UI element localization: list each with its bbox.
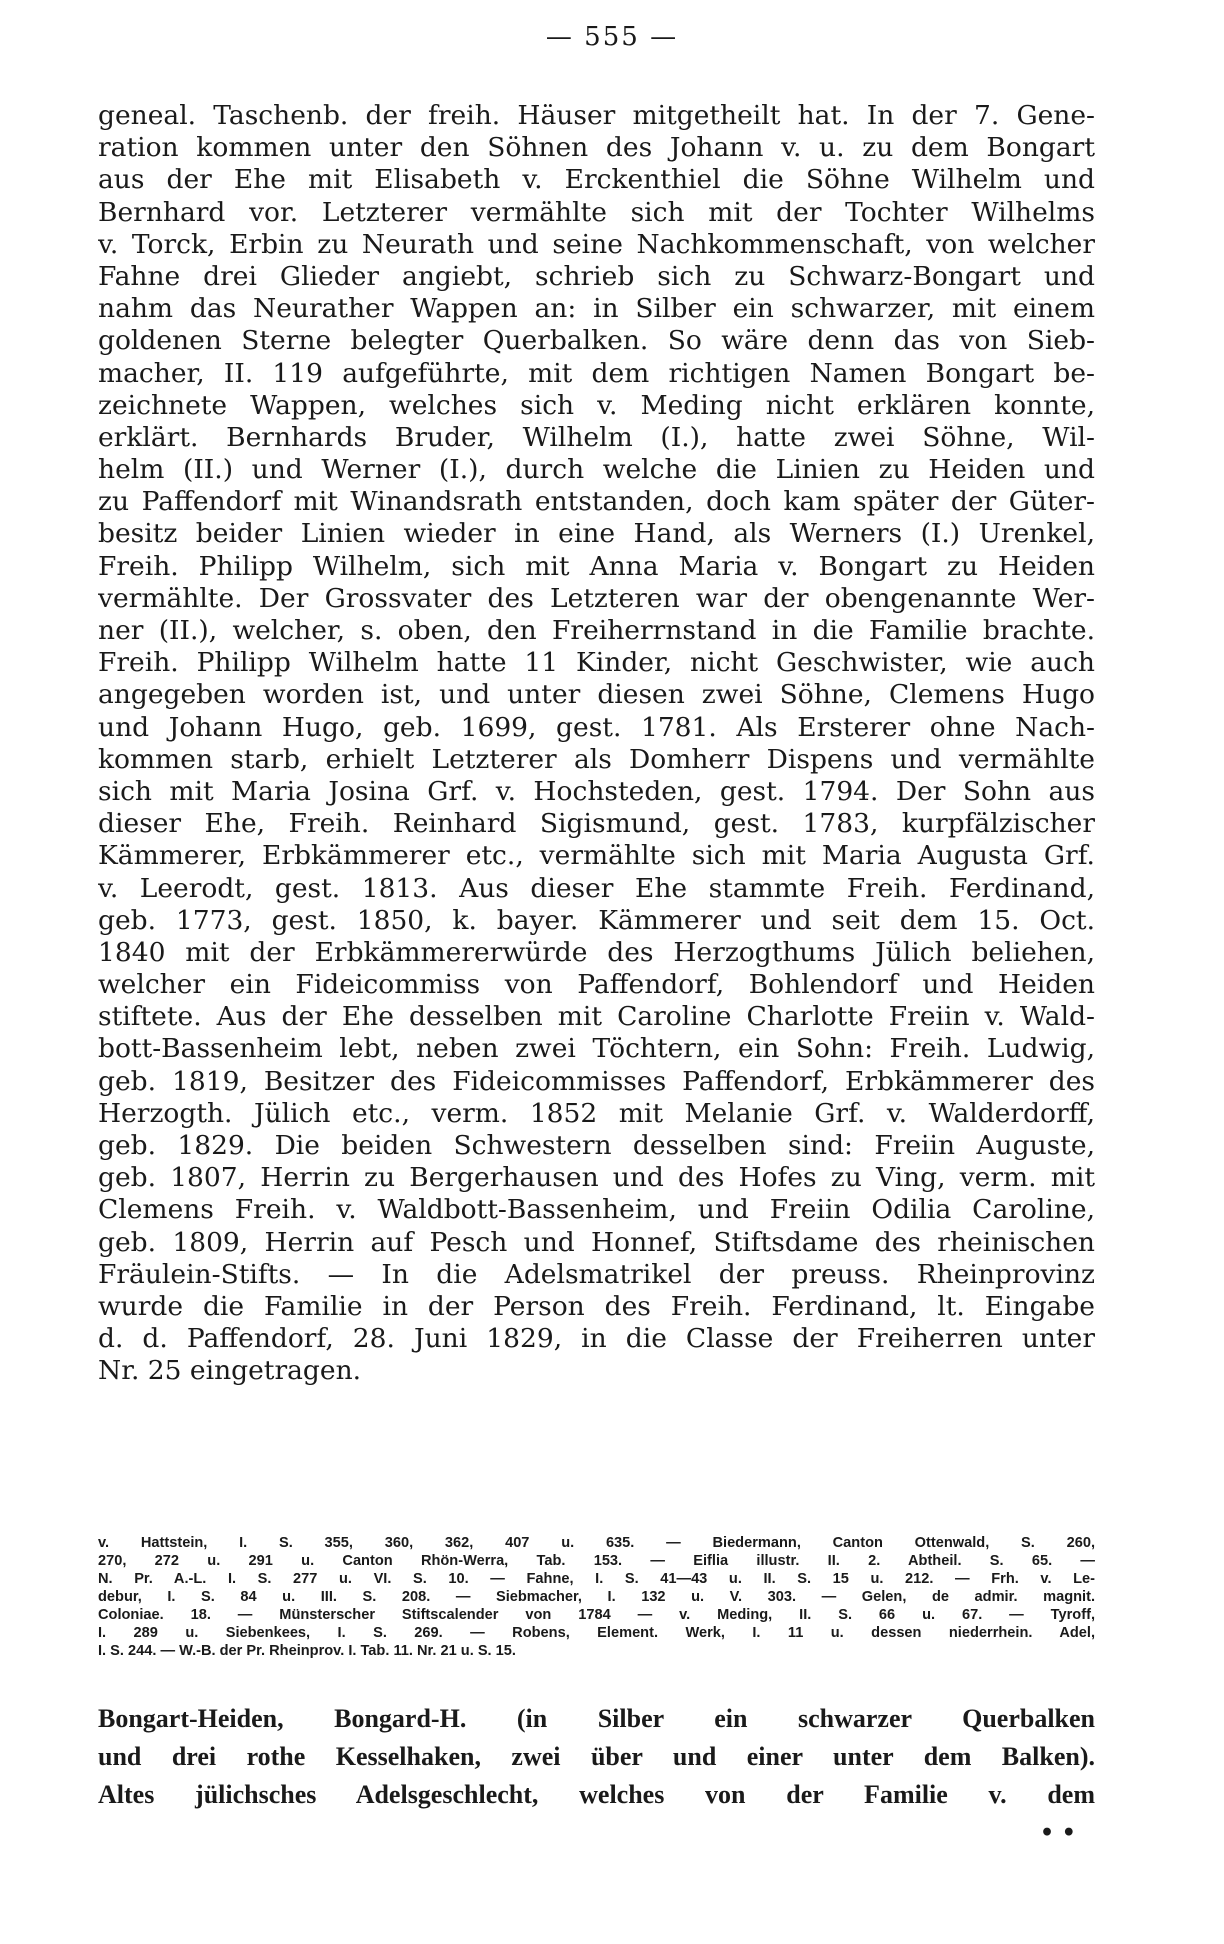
- text-line: Freih. Philipp Wilhelm hatte 11 Kinder, nicht Geschwister, wie auch: [98, 647, 1095, 679]
- text-line: Nr. 25 eingetragen.: [98, 1355, 362, 1387]
- text-line: Clemens Freih. v. Waldbott-Bassenheim, und Freiin Odilia Caroline,: [98, 1194, 1095, 1226]
- text-line: 1840 mit der Erbkämmererwürde des Herzogthums Jülich beliehen,: [98, 936, 1095, 968]
- main-text: [98, 100, 1095, 1388]
- footnote-line: I. 289 u. Siebenkees, I. S. 269. — Robens, Element. Werk, I. 11 u. dessen niederrhein. Adel,: [98, 1625, 1095, 1641]
- text-line: Fräulein-Stifts. — In die Adelsmatrikel der preuss. Rheinprovinz: [98, 1258, 1095, 1290]
- footnote-line: 270, 272 u. 291 u. Canton Rhön-Werra, Tab. 153. — Eiflia illustr. II. 2. Abtheil. S. 65. —: [98, 1553, 1095, 1569]
- footnote-line: N. Pr. A.-L. I. S. 277 u. VI. S. 10. — Fahne, I. S. 41—43 u. II. S. 15 u. 212. — Frh. v. Le-: [98, 1571, 1095, 1587]
- text-line: macher, II. 119 aufgeführte, mit dem richtigen Namen Bongart be-: [98, 357, 1095, 389]
- text-line: welcher ein Fideicommiss von Paffendorf, Bohlendorf und Heiden: [98, 969, 1095, 1001]
- text-line: angegeben worden ist, und unter diesen zwei Söhne, Clemens Hugo: [98, 679, 1095, 711]
- text-line: Herzogth. Jülich etc., verm. 1852 mit Melanie Grf. v. Walderdorff,: [98, 1097, 1095, 1129]
- text-line: vermählte. Der Grossvater des Letzteren war der obengenannte Wer-: [98, 582, 1095, 614]
- footnote-line: v. Hattstein, I. S. 355, 360, 362, 407 u. 635. — Biedermann, Canton Ottenwald, S. 260,: [98, 1535, 1095, 1551]
- text-line: erklärt. Bernhards Bruder, Wilhelm (I.), hatte zwei Söhne, Wil-: [98, 421, 1095, 453]
- entry-line: Bongart-Heiden, Bongard-H. (in Silber ein schwarzer Querbalken: [98, 1704, 1095, 1733]
- text-line: geb. 1829. Die beiden Schwestern desselben sind: Freiin Auguste,: [98, 1130, 1095, 1161]
- text-line: aus der Ehe mit Elisabeth v. Erckenthiel die Söhne Wilhelm und: [98, 164, 1095, 196]
- footnotes: [98, 1534, 1095, 1660]
- text-line: kommen starb, erhielt Letzterer als Domherr Dispens und vermählte: [98, 743, 1095, 775]
- footnote-line: Coloniae. 18. — Münsterscher Stiftscalender von 1784 — v. Meding, II. S. 66 u. 67. — Tyroff,: [98, 1607, 1095, 1623]
- text-line: ner (II.), welcher, s. oben, den Freiherrnstand in die Familie brachte.: [98, 615, 1095, 646]
- text-line: geb. 1773, gest. 1850, k. bayer. Kämmerer und seit dem 15. Oct.: [98, 904, 1095, 936]
- text-line: d. d. Paffendorf, 28. Juni 1829, in die Classe der Freiherren unter: [98, 1323, 1095, 1355]
- text-line: Freih. Philipp Wilhelm, sich mit Anna Maria v. Bongart zu Heiden: [98, 550, 1095, 582]
- text-line: helm (II.) und Werner (I.), durch welche die Linien zu Heiden und: [98, 454, 1095, 486]
- text-line: dieser Ehe, Freih. Reinhard Sigismund, gest. 1783, kurpfälzischer: [98, 808, 1095, 840]
- text-line: besitz beider Linien wieder in eine Hand, als Werners (I.) Urenkel,: [98, 518, 1095, 550]
- text-line: v. Torck, Erbin zu Neurath und seine Nachkommenschaft, von welcher: [98, 228, 1095, 260]
- text-line: Kämmerer, Erbkämmerer etc., vermählte sich mit Maria Augusta Grf.: [98, 840, 1095, 872]
- text-line: Fahne drei Glieder angiebt, schrieb sich zu Schwarz-Bongart und: [98, 260, 1095, 292]
- text-line: wurde die Familie in der Person des Freih. Ferdinand, lt. Eingabe: [98, 1290, 1095, 1322]
- text-line: zu Paffendorf mit Winandsrath entstanden, doch kam später der Güter-: [98, 486, 1095, 518]
- text-line: v. Leerodt, gest. 1813. Aus dieser Ehe stammte Freih. Ferdinand,: [98, 872, 1095, 904]
- text-line: sich mit Maria Josina Grf. v. Hochsteden, gest. 1794. Der Sohn aus: [98, 775, 1095, 807]
- page-number: — 555 —: [545, 22, 679, 52]
- text-line: ration kommen unter den Söhnen des Johann v. u. zu dem Bongart: [98, 132, 1095, 164]
- text-line: und Johann Hugo, geb. 1699, gest. 1781. Als Ersterer ohne Nach-: [98, 711, 1095, 743]
- entry-line: und drei rothe Kesselhaken, zwei über und einer unter dem Balken).: [98, 1742, 1095, 1771]
- text-line: zeichnete Wappen, welches sich v. Meding nicht erklären konnte,: [98, 389, 1095, 421]
- entry-bongart-heiden: [98, 1700, 1095, 1814]
- catchword-marks: • •: [1040, 1820, 1076, 1846]
- footnote-line: I. S. 244. — W.-B. der Pr. Rheinprov. I. Tab. 11. Nr. 21 u. S. 15.: [98, 1643, 516, 1659]
- text-line: geneal. Taschenb. der freih. Häuser mitgetheilt hat. In der 7. Gene-: [98, 100, 1095, 131]
- text-line: stiftete. Aus der Ehe desselben mit Caroline Charlotte Freiin v. Wald-: [98, 1001, 1095, 1033]
- text-line: Bernhard vor. Letzterer vermählte sich mit der Tochter Wilhelms: [98, 196, 1095, 228]
- text-line: geb. 1819, Besitzer des Fideicommisses Paffendorf, Erbkämmerer des: [98, 1065, 1095, 1097]
- text-line: bott-Bassenheim lebt, neben zwei Töchtern, ein Sohn: Freih. Ludwig,: [98, 1033, 1095, 1065]
- text-line: nahm das Neurather Wappen an: in Silber ein schwarzer, mit einem: [98, 293, 1095, 325]
- text-line: geb. 1809, Herrin auf Pesch und Honnef, Stiftsdame des rheinischen: [98, 1226, 1095, 1258]
- text-line: geb. 1807, Herrin zu Bergerhausen und des Hofes zu Ving, verm. mit: [98, 1162, 1095, 1194]
- footnote-line: debur, I. S. 84 u. III. S. 208. — Siebmacher, I. 132 u. V. 303. — Gelen, de admir. magnit.: [98, 1589, 1095, 1605]
- entry-line: Altes jülichsches Adelsgeschlecht, welches von der Familie v. dem: [98, 1780, 1095, 1809]
- text-line: goldenen Sterne belegter Querbalken. So wäre denn das von Sieb-: [98, 325, 1095, 357]
